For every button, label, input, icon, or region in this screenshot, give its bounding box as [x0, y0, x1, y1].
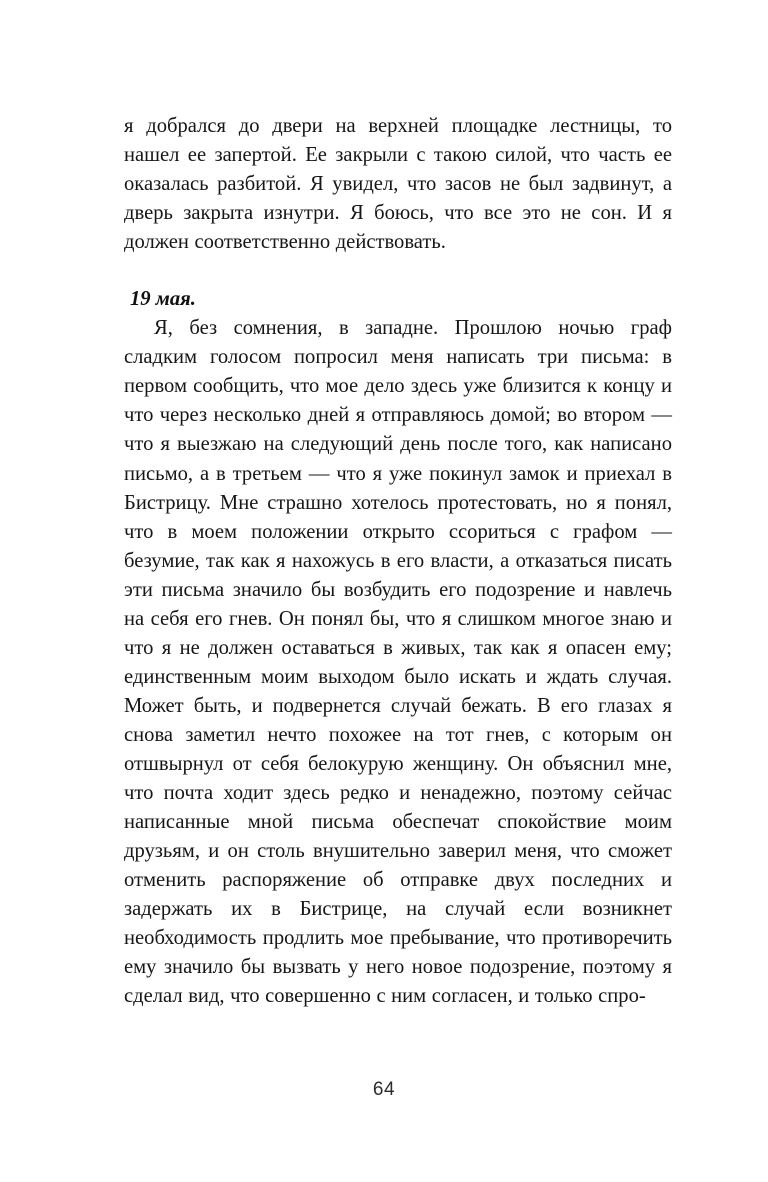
paragraph-spacer	[124, 257, 672, 285]
paragraph-continued: я добрался до двери на верхней площадке лестницы, то нашел ее запертой. Ее закрыли с такою силой, что часть ее оказалась разбитой. Я увидел, что засов не был задвинут, а дверь закрыта изнутри. Я боюсь, что все это не сон. И я должен соответственно действовать.	[124, 115, 672, 254]
paragraph-main: Я, без сомнения, в западне. Прошлою ночью граф сладким голосом попросил меня написать три письма: в первом сообщить, что мое дело здесь уже близится к концу и что через несколько дней я отправляюсь домой; во втором — что я выезжаю на следующий день после того, как написано письмо, а в третьем — что я уже покинул замок и приехал в Бистрицу. Мне страшно хотелось протестовать, но я понял, что в моем положении открыто ссориться с графом — безумие, так как я нахожусь в его власти, а отказаться писать эти письма значило бы возбудить его подозрение и навлечь на себя его гнев. Он понял бы, что я слишком многое знаю и что я не должен оставаться в живых, так как я опасен ему; единственным моим выходом было искать и ждать случая. Может быть, и подвернется случай бежать. В его глазах я снова заметил нечто похожее на тот гнев, с которым он отшвырнул от себя белокурую женщину. Он объяснил мне, что почта ходит здесь редко и ненадежно, поэтому сейчас написанные мной письма обеспечат спокойствие моим друзьям, и он столь внушительно заверил меня, что сможет отменить распоряжение об отправке двух последних и задержать их в Бистрице, на случай если возникнет необходимость продлить мое пребывание, что противоречить ему значило бы вызвать у него новое подозрение, поэтому я сделал вид, что совершенно с ним согласен, и только спро-	[124, 317, 672, 1008]
date-heading: 19 мая.	[130, 288, 196, 311]
page-number: 64	[372, 1079, 396, 1100]
page-text-block	[124, 112, 672, 1011]
